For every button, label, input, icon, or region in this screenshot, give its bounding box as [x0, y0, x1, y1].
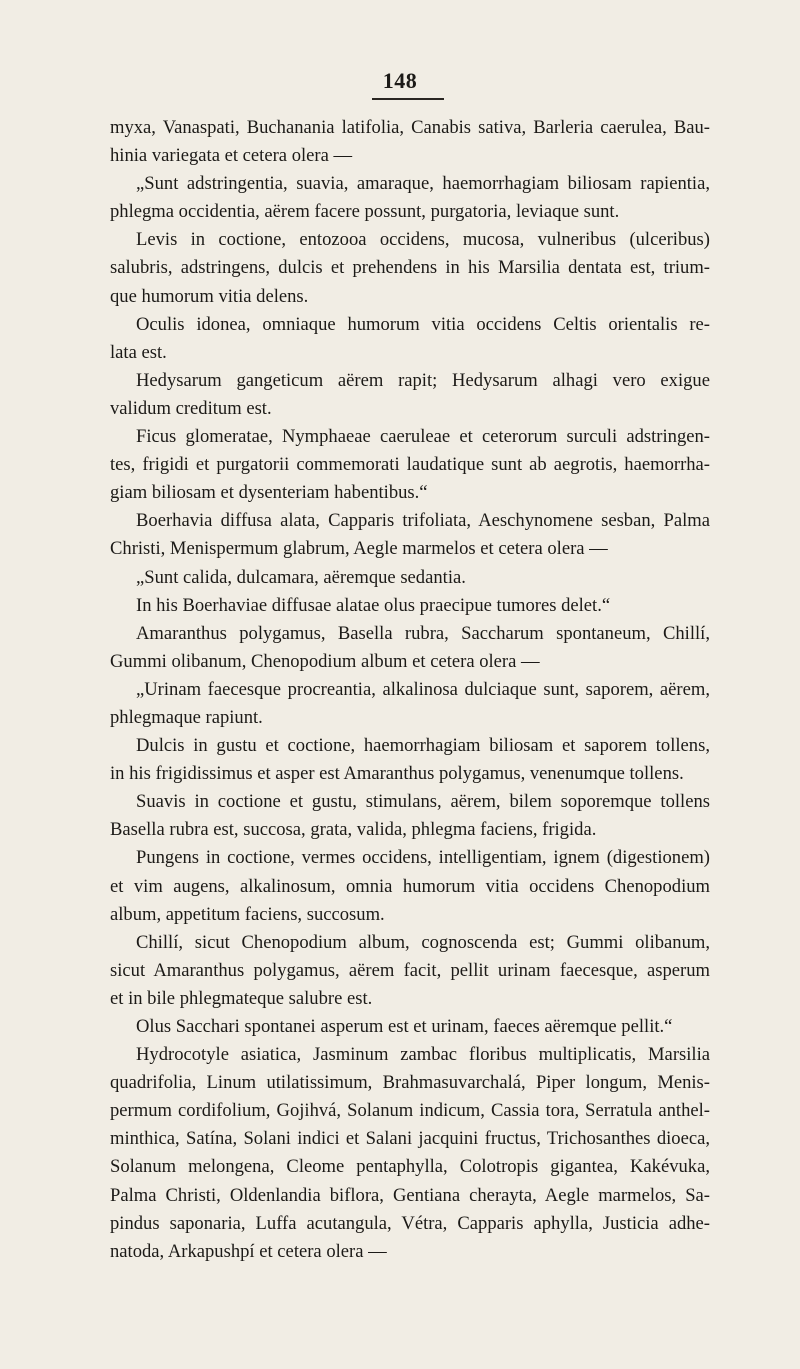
text-line: Suavis in coctione et gustu, stimulans, aërem, bilem soporemque tollens	[136, 791, 710, 813]
body-text	[110, 114, 710, 1266]
page-number-underline	[372, 98, 444, 100]
text-line: permum cordifolium, Gojihvá, Solanum indicum, Cassia tora, Serratula anthel-	[110, 1100, 710, 1122]
text-line: Levis in coctione, entozooa occidens, mucosa, vulneribus (ulceribus)	[136, 229, 710, 251]
text-line: Basella rubra est, succosa, grata, valida, phlegma faciens, frigida.	[110, 819, 597, 841]
text-line: Solanum melongena, Cleome pentaphylla, Colotropis gigantea, Kakévuka,	[110, 1156, 710, 1178]
text-line: Hydrocotyle asiatica, Jasminum zambac floribus multiplicatis, Marsilia	[136, 1044, 710, 1066]
text-line: Hedysarum gangeticum aërem rapit; Hedysarum alhagi vero exigue	[136, 369, 710, 391]
text-line: et in bile phlegmateque salubre est.	[110, 987, 373, 1009]
text-line: Olus Sacchari spontanei asperum est et urinam, faeces aëremque pellit.“	[136, 1016, 673, 1037]
text-line: lata est.	[110, 341, 167, 363]
text-line: validum creditum est.	[110, 397, 272, 419]
text-line: quadrifolia, Linum utilatissimum, Brahmasuvarchalá, Piper longum, Menis-	[110, 1072, 710, 1094]
text-line: In his Boerhaviae diffusae alatae olus praecipue tumores delet.“	[136, 594, 611, 616]
text-line: Christi, Menispermum glabrum, Aegle marmelos et cetera olera —	[110, 538, 608, 560]
text-line: in his frigidissimus et asper est Amaranthus polygamus, venenumque tollens.	[110, 763, 684, 785]
text-line: salubris, adstringens, dulcis et prehendens in his Marsilia dentata est, trium-	[110, 257, 710, 279]
text-line: Gummi olibanum, Chenopodium album et cetera olera —	[110, 650, 540, 672]
text-line: Palma Christi, Oldenlandia biflora, Gentiana cherayta, Aegle marmelos, Sa-	[110, 1184, 710, 1206]
text-line: tes, frigidi et purgatorii commemorati laudatique sunt ab aegrotis, haemorrha-	[110, 454, 710, 476]
text-line: hinia variegata et cetera olera —	[110, 145, 353, 167]
text-line: phlegma occidentia, aërem facere possunt, purgatoria, leviaque sunt.	[110, 201, 620, 223]
text-line: Oculis idonea, omniaque humorum vitia occidens Celtis orientalis re-	[136, 313, 710, 335]
text-line: Dulcis in gustu et coctione, haemorrhagiam biliosam et saporem tollens,	[136, 735, 710, 757]
text-line: album, appetitum faciens, succosum.	[110, 903, 385, 925]
text-line: que humorum vitia delens.	[110, 285, 309, 307]
text-line: Boerhavia diffusa alata, Capparis trifoliata, Aeschynomene sesban, Palma	[136, 510, 710, 532]
text-line: Pungens in coctione, vermes occidens, intelligentiam, ignem (digestionem)	[136, 847, 710, 869]
text-line: myxa, Vanaspati, Buchanania latifolia, Canabis sativa, Barleria caerulea, Bau-	[110, 117, 710, 138]
page-number: 148	[382, 68, 418, 93]
text-line: Chillí, sicut Chenopodium album, cognoscenda est; Gummi olibanum,	[136, 931, 710, 953]
text-line: et vim augens, alkalinosum, omnia humorum vitia occidens Chenopodium	[110, 875, 710, 897]
text-line: giam biliosam et dysenteriam habentibus.“	[110, 482, 428, 504]
text-line: pindus saponaria, Luffa acutangula, Vétra, Capparis aphylla, Justicia adhe-	[110, 1212, 710, 1234]
text-line: phlegmaque rapiunt.	[110, 706, 263, 728]
text-line: Amaranthus polygamus, Basella rubra, Saccharum spontaneum, Chillí,	[136, 622, 710, 644]
text-line: „Sunt adstringentia, suavia, amaraque, haemorrhagiam biliosam rapientia,	[136, 173, 710, 195]
text-line: minthica, Satína, Solani indici et Salani jacquini fructus, Trichosanthes dioeca,	[110, 1128, 710, 1150]
text-line: „Sunt calida, dulcamara, aëremque sedantia.	[136, 566, 466, 588]
text-line: natoda, Arkapushpí et cetera olera —	[110, 1240, 387, 1262]
text-line: sicut Amaranthus polygamus, aërem facit, pellit urinam faecesque, asperum	[110, 959, 710, 981]
text-line: Ficus glomeratae, Nymphaeae caeruleae et ceterorum surculi adstringen-	[136, 426, 710, 448]
text-line: „Urinam faecesque procreantia, alkalinosa dulciaque sunt, saporem, aërem,	[136, 678, 710, 700]
